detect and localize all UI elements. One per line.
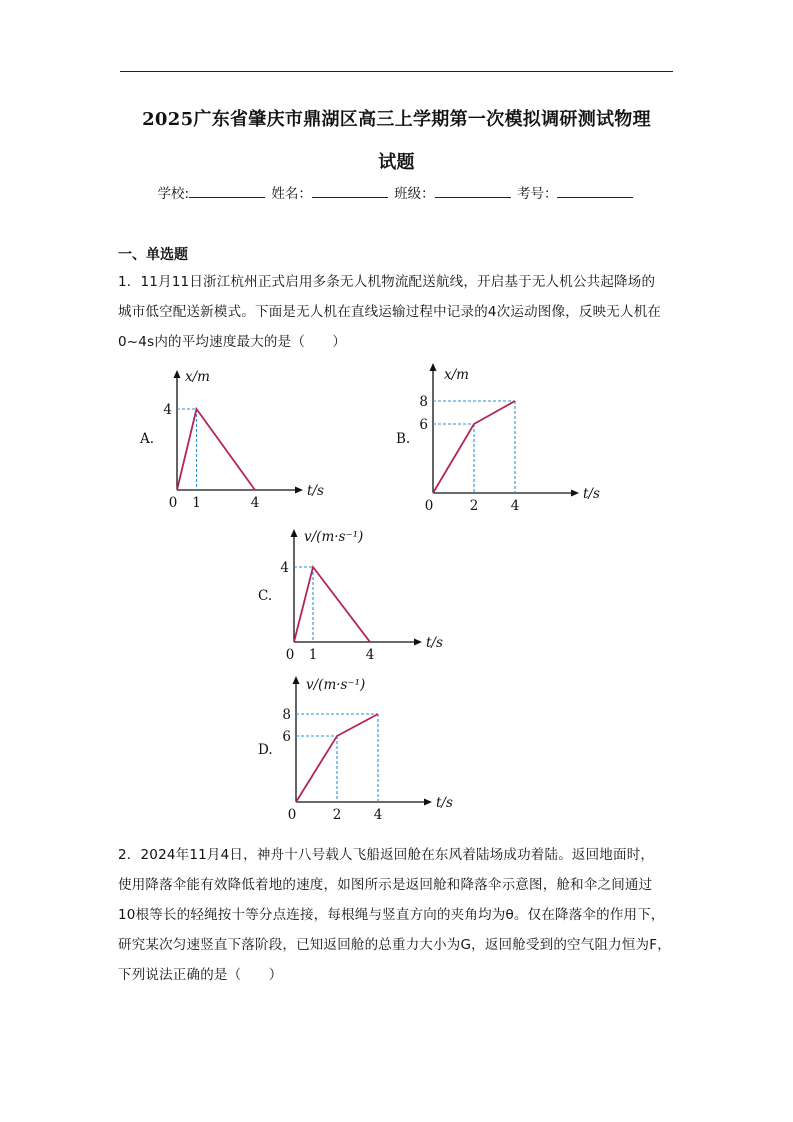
x-tick-label: 2: [332, 807, 342, 823]
page-title-line1: 2025广东省肇庆市鼎湖区高三上学期第一次模拟调研测试物理: [142, 109, 651, 130]
option-d-label[interactable]: D.: [258, 742, 273, 758]
y-tick-label: 4: [280, 560, 289, 576]
x-tick-label: 4: [250, 495, 260, 511]
x-axis-arrow-icon: [571, 490, 579, 497]
y-tick-label: 8: [282, 707, 291, 723]
y-tick-label: 6: [282, 729, 291, 745]
y-axis-label: x/m: [185, 369, 210, 385]
origin-label: 0: [287, 807, 297, 823]
y-tick-label: 6: [419, 417, 428, 433]
q2-line-4: 研究某次匀速竖直下落阶段，已知返回舱的总重力大小为G，返回舱受到的空气阻力恒为F，: [118, 937, 671, 953]
x-tick-label: 4: [510, 498, 520, 514]
x-tick-label: 4: [373, 807, 383, 823]
y-axis-label: x/m: [444, 367, 469, 383]
y-axis-arrow-icon: [293, 676, 300, 684]
school-blank[interactable]: [189, 185, 265, 198]
data-series-line: [294, 567, 370, 642]
x-tick-label: 1: [308, 647, 318, 663]
q1-line-2: 城市低空配送新模式。下面是无人机在直线运输过程中记录的4次运动图像，反映无人机在: [118, 304, 662, 320]
y-axis-arrow-icon: [291, 529, 298, 537]
option-a-label[interactable]: A.: [140, 431, 155, 447]
y-tick-label: 8: [419, 394, 428, 410]
name-label: 姓名：: [271, 186, 312, 202]
y-axis-label: v/(m·s⁻¹): [304, 529, 364, 545]
option-d-graph: [276, 672, 453, 823]
origin-label: 0: [285, 647, 295, 663]
q2-line-1: 2．2024年11月4日，神舟十八号载人飞船返回舱在东风着陆场成功着陆。返回地面时，: [118, 847, 655, 863]
q2-line-3: 10根等长的轻绳按十等分点连接，每根绳与竖直方向的夹角均为θ。仅在降落伞的作用下，: [118, 907, 665, 923]
x-axis-label: t/s: [583, 486, 600, 502]
student-info-row: [0, 182, 793, 202]
option-b-graph: [412, 362, 600, 517]
class-blank[interactable]: [435, 185, 511, 198]
origin-label: 0: [168, 495, 178, 511]
class-label: 班级：: [394, 186, 435, 202]
q1-line-1: 1．11月11日浙江杭州正式启用多条无人机物流配送航线，开启基于无人机公共起降场的: [118, 274, 656, 290]
y-axis-arrow-icon: [174, 370, 181, 378]
y-axis-label: v/(m·s⁻¹): [306, 677, 366, 693]
option-c-graph: [276, 524, 443, 664]
x-axis-label: t/s: [307, 483, 324, 499]
section-heading: 一、单选题: [118, 247, 188, 263]
x-axis-label: t/s: [426, 635, 443, 651]
name-blank[interactable]: [312, 185, 388, 198]
option-c-label[interactable]: C.: [258, 588, 273, 604]
x-tick-label: 2: [469, 498, 479, 514]
q1-line-3: 0~4s内的平均速度最大的是（ ）: [118, 334, 347, 350]
q2-line-5: 下列说法正确的是（ ）: [118, 967, 283, 983]
q2-line-2: 使用降落伞能有效降低着地的速度，如图所示是返回舱和降落伞示意图，舱和伞之间通过: [118, 877, 653, 893]
school-label: 学校:: [157, 186, 190, 202]
data-series-line: [177, 409, 255, 490]
exam-number-blank[interactable]: [557, 185, 633, 198]
y-axis-arrow-icon: [430, 363, 437, 371]
page-title-line2: 试题: [378, 152, 415, 173]
x-axis-arrow-icon: [424, 799, 432, 806]
origin-label: 0: [424, 498, 434, 514]
option-a-graph: [160, 365, 324, 515]
x-axis-label: t/s: [436, 795, 453, 811]
x-axis-arrow-icon: [414, 639, 422, 646]
y-tick-label: 4: [163, 402, 172, 418]
x-axis-arrow-icon: [295, 487, 303, 494]
x-tick-label: 1: [192, 495, 201, 511]
x-tick-label: 4: [365, 647, 375, 663]
exam-number-label: 考号：: [516, 186, 558, 202]
top-rule: [120, 71, 673, 72]
option-b-label[interactable]: B.: [396, 431, 411, 447]
